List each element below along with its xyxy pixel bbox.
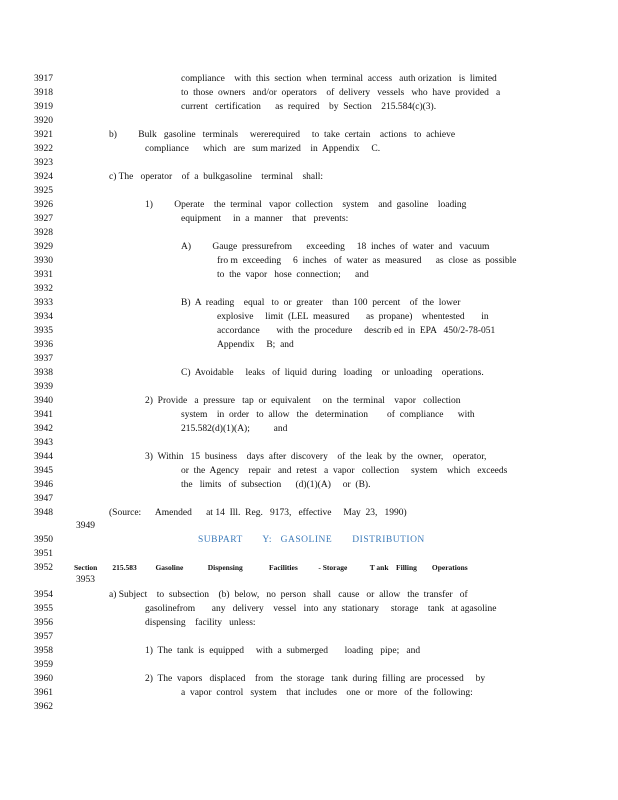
line-3946: 3946 the limits of subsection (d)(1)(A) or (B). bbox=[34, 480, 371, 490]
line-3947: 3947 bbox=[34, 494, 53, 504]
subpart-heading: SUBPART Y: GASOLINE DISTRIBUTION bbox=[198, 535, 425, 545]
line-3962: 3962 bbox=[34, 702, 53, 712]
line-3927: 3927 equipment in a manner that prevents: bbox=[34, 214, 349, 224]
line-3930: 3930 fro m exceeding 6 inches of water as measured as close as possible bbox=[34, 256, 517, 266]
line-3937: 3937 bbox=[34, 354, 53, 364]
line-3941: 3941 system in order to allow the determination of compliance with bbox=[34, 410, 475, 420]
line-3954: 3954 a) Subject to subsection (b) below, no person shall cause or allow the transfer of bbox=[34, 590, 468, 600]
line-3918: 3918 to those owners and/or operators of delivery vessels who have provided a bbox=[34, 88, 501, 98]
line-3929: 3929 A) Gauge pressurefrom exceeding 18 inches of water and vacuum bbox=[34, 242, 490, 252]
line-3961: 3961 a vapor control system that includes one or more of the following: bbox=[34, 688, 473, 698]
line-3922: 3922 compliance which are sum marized in Appendix C. bbox=[34, 144, 381, 154]
line-3950: 3950 SUBPART Y: GASOLINE DISTRIBUTION bbox=[34, 535, 425, 545]
line-3955: 3955 gasolinefrom any delivery vessel into any stationary storage tank at agasoline bbox=[34, 604, 497, 614]
line-3957: 3957 bbox=[34, 632, 53, 642]
line-3936: 3936 Appendix B; and bbox=[34, 340, 294, 350]
line-3921: 3921 b) Bulk gasoline terminals wererequired to take certain actions to achieve bbox=[34, 130, 456, 140]
line-3942: 3942 215.582(d)(1)(A); and bbox=[34, 424, 288, 434]
line-3931: 3931 to the vapor hose connection; and bbox=[34, 270, 369, 280]
line-3935: 3935 accordance with the procedure describ ed in EPA 450/2-78-051 bbox=[34, 326, 496, 336]
line-3960: 3960 2) The vapors displaced from the storage tank during filling are processed by bbox=[34, 674, 486, 684]
line-3926: 3926 1) Operate the terminal vapor collection system and gasoline loading bbox=[34, 200, 467, 210]
line-3948: 3948 (Source: Amended at 14 Ill. Reg. 9173, effective May 23, 1990) bbox=[34, 508, 407, 518]
line-3951: 3951 bbox=[34, 549, 53, 559]
line-3917: 3917 compliance with this section when terminal access auth orization is limited bbox=[34, 74, 497, 84]
line-3945: 3945 or the Agency repair and retest a vapor collection system which exceeds bbox=[34, 466, 508, 476]
line-3958: 3958 1) The tank is equipped with a submerged loading pipe; and bbox=[34, 646, 421, 656]
line-3949: 3949 bbox=[76, 521, 95, 531]
line-3943: 3943 bbox=[34, 438, 53, 448]
line-3934: 3934 explosive limit (LEL measured as propane) whentested in bbox=[34, 312, 489, 322]
line-3959: 3959 bbox=[34, 660, 53, 670]
line-3920: 3920 bbox=[34, 116, 53, 126]
line-3923: 3923 bbox=[34, 158, 53, 168]
line-3940: 3940 2) Provide a pressure tap or equivalent on the terminal vapor collection bbox=[34, 396, 461, 406]
line-3944: 3944 3) Within 15 business days after discovery of the leak by the owner, operator, bbox=[34, 452, 487, 462]
section-heading: Section 215.583 Gasoline Dispensing Facilities - Storage T ank Filling Operations bbox=[74, 563, 468, 572]
line-3919: 3919 current certification as required by Section 215.584(c)(3). bbox=[34, 102, 437, 112]
line-3953: 3953 bbox=[76, 575, 95, 585]
line-3932: 3932 bbox=[34, 284, 53, 294]
line-3938: 3938 C) Avoidable leaks of liquid during loading or unloading operations. bbox=[34, 368, 484, 378]
line-3924: 3924 c) The operator of a bulkgasoline terminal shall: bbox=[34, 172, 324, 182]
line-3933: 3933 B) A reading equal to or greater than 100 percent of the lower bbox=[34, 298, 461, 308]
line-3925: 3925 bbox=[34, 186, 53, 196]
line-3956: 3956 dispensing facility unless: bbox=[34, 618, 256, 628]
line-3928: 3928 bbox=[34, 228, 53, 238]
line-3939: 3939 bbox=[34, 382, 53, 392]
line-3952: 3952 Section 215.583 Gasoline Dispensing Facilities - Storage T ank Filling Operations bbox=[34, 563, 468, 573]
